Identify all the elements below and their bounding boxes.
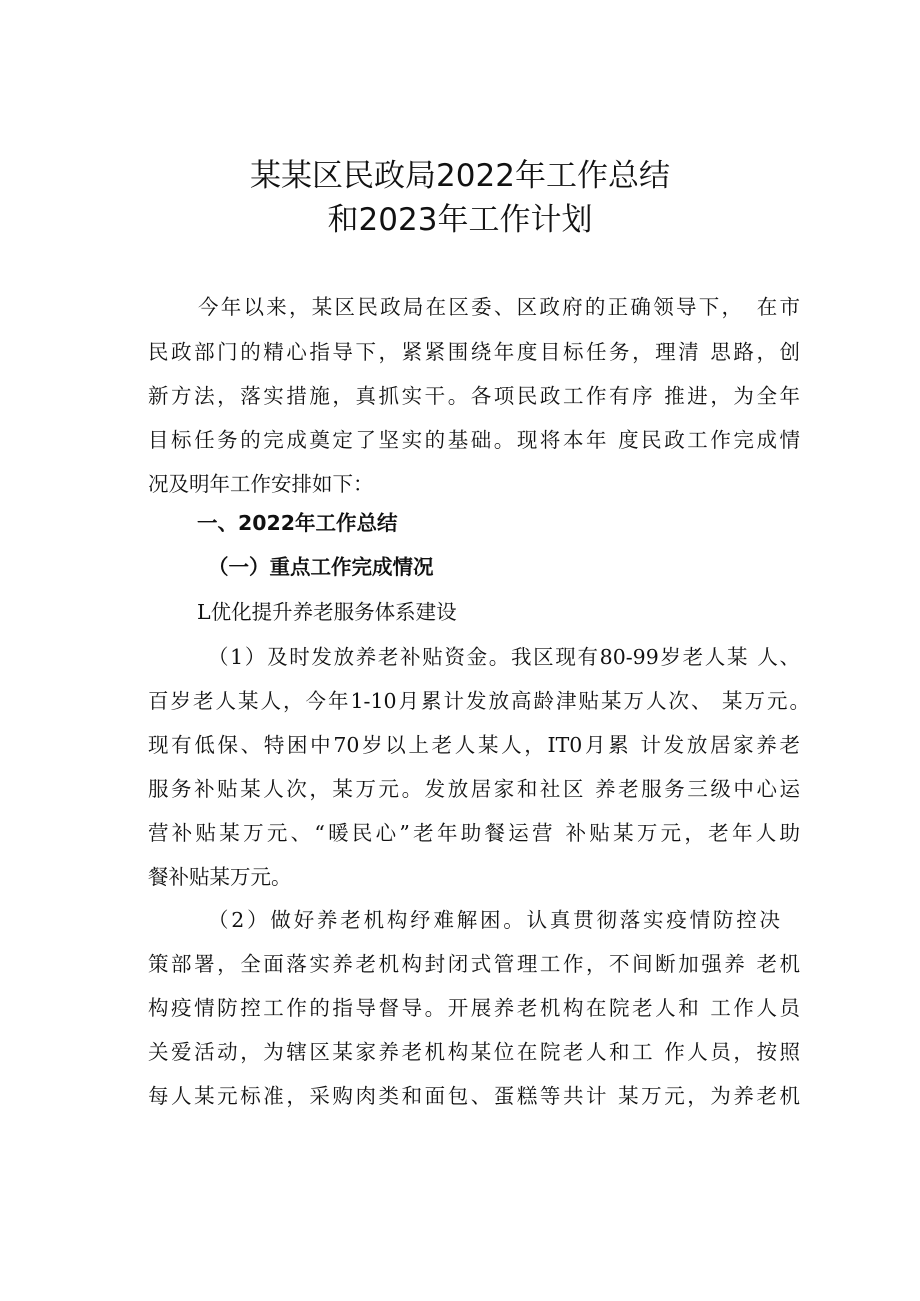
paragraph-line: 营补贴某万元、“暖民心”老年助餐运营 补贴某万元，老年人助 [148,821,800,845]
subsection-heading: （一）重点工作完成情况 [208,555,434,579]
item-heading: L优化提升养老服务体系建设 [197,600,457,624]
paragraph-line: （1）及时发放养老补贴资金。我区现有80-99岁老人某 人、 [208,645,800,669]
intro-line: 新方法，落实措施，真抓实干。各项民政工作有序 推进，为全年 [148,384,800,408]
paragraph-line: 策部署，全面落实养老机构封闭式管理工作，不间断加强养 老机 [148,952,800,976]
paragraph-line: 餐补贴某万元。 [148,865,292,889]
paragraph-line: 构疫情防控工作的指导督导。开展养老机构在院老人和 工作人员 [148,996,800,1020]
paragraph-line: 关爱活动，为辖区某家养老机构某位在院老人和工 作人员，按照 [148,1040,800,1064]
document-title-line-2: 和2023年工作计划 [327,202,593,238]
intro-line: 今年以来，某区民政局在区委、区政府的正确领导下， 在市 [198,295,800,319]
paragraph-line: 服务补贴某人次，某万元。发放居家和社区 养老服务三级中心运 [148,777,800,801]
intro-line: 况及明年工作安排如下： [148,472,374,496]
paragraph-line: 现有低保、特困中70岁以上老人某人，IT0月累 计发放居家养老 [148,733,800,757]
intro-line: 目标任务的完成奠定了坚实的基础。现将本年 度民政工作完成情 [148,428,800,452]
paragraph-line: 每人某元标准，采购肉类和面包、蛋糕等共计 某万元，为养老机 [148,1084,800,1108]
paragraph-line: 百岁老人某人，今年1-10月累计发放高龄津贴某万人次、 某万元。 [148,689,810,713]
intro-line: 民政部门的精心指导下，紧紧围绕年度目标任务，理清 思路，创 [148,340,800,364]
section-heading: 一、2022年工作总结 [197,511,398,535]
paragraph-line: （2）做好养老机构纾难解困。认真贯彻落实疫情防控决 [208,908,780,932]
document-title-line-1: 某某区民政局2022年工作总结 [250,158,670,194]
